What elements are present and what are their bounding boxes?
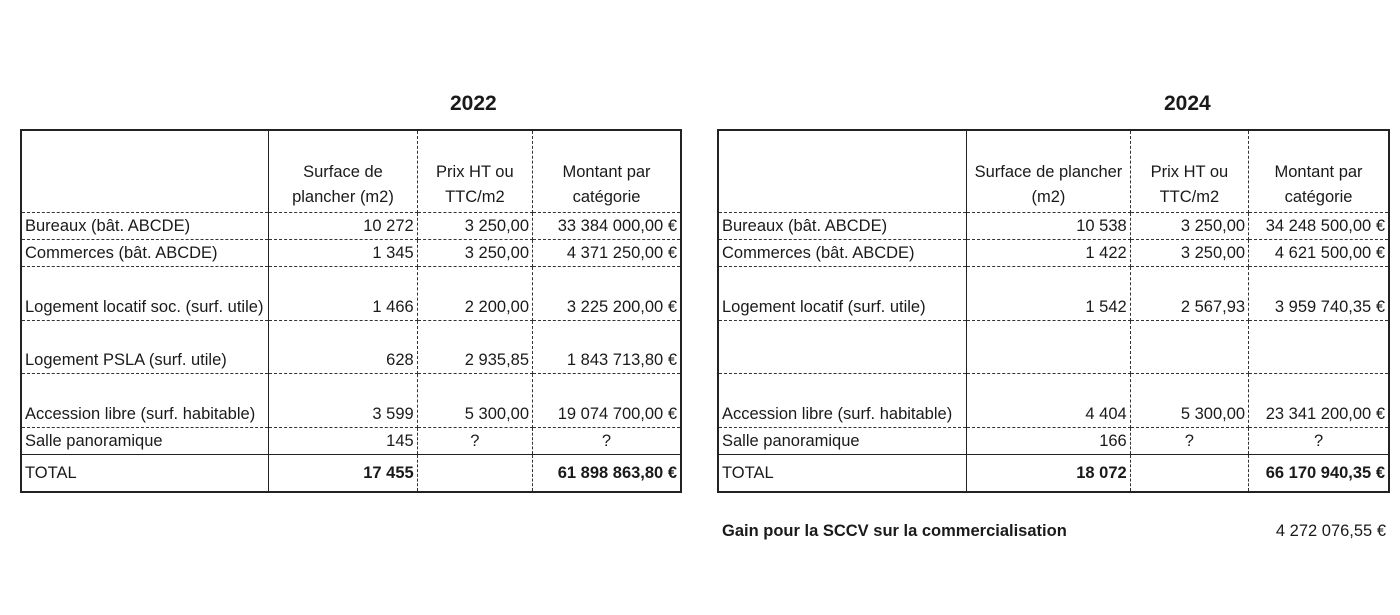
row-surface: 4 404 bbox=[967, 373, 1130, 427]
table-total-row bbox=[21, 454, 681, 492]
row-montant: ? bbox=[1249, 427, 1389, 454]
header-label bbox=[21, 130, 269, 212]
row-surface: 1 422 bbox=[967, 239, 1130, 266]
row-montant: 34 248 500,00 € bbox=[1249, 212, 1389, 239]
row-prix: 5 300,00 bbox=[417, 373, 532, 427]
table-header bbox=[718, 130, 1389, 212]
table-row bbox=[718, 373, 1389, 427]
gain-value: 4 272 076,55 € bbox=[1275, 522, 1386, 540]
table-row bbox=[718, 427, 1389, 454]
row-label: Salle panoramique bbox=[21, 427, 269, 454]
table-row bbox=[718, 266, 1389, 320]
table-row bbox=[21, 427, 681, 454]
table-row bbox=[21, 373, 681, 427]
row-label: Commerces (bât. ABCDE) bbox=[718, 239, 967, 266]
header-label bbox=[718, 130, 967, 212]
header-prix: Prix HT ou TTC/m2 bbox=[1130, 130, 1248, 212]
total-montant: 66 170 940,35 € bbox=[1249, 454, 1389, 492]
table-row-empty bbox=[718, 320, 1389, 373]
header-prix: Prix HT ou TTC/m2 bbox=[417, 130, 532, 212]
row-label: Logement locatif soc. (surf. utile) bbox=[21, 266, 269, 320]
row-prix: 2 200,00 bbox=[417, 266, 532, 320]
table-2022 bbox=[20, 129, 682, 493]
row-surface: 10 538 bbox=[967, 212, 1130, 239]
table-row bbox=[21, 212, 681, 239]
row-montant: 4 621 500,00 € bbox=[1249, 239, 1389, 266]
row-montant bbox=[1249, 320, 1389, 373]
row-prix: 3 250,00 bbox=[417, 239, 532, 266]
row-prix: 2 935,85 bbox=[417, 320, 532, 373]
total-montant: 61 898 863,80 € bbox=[533, 454, 681, 492]
row-label: Bureaux (bât. ABCDE) bbox=[21, 212, 269, 239]
row-prix: 3 250,00 bbox=[1130, 212, 1248, 239]
table-total-row bbox=[718, 454, 1389, 492]
row-prix: 2 567,93 bbox=[1130, 266, 1248, 320]
year-2024-title: 2024 bbox=[1164, 92, 1211, 115]
row-prix: ? bbox=[1130, 427, 1248, 454]
year-2022-title: 2022 bbox=[450, 92, 497, 115]
row-montant: 3 959 740,35 € bbox=[1249, 266, 1389, 320]
header-surface: Surface de plancher (m2) bbox=[269, 130, 417, 212]
table-row bbox=[718, 212, 1389, 239]
row-label: Salle panoramique bbox=[718, 427, 967, 454]
row-label: Logement locatif (surf. utile) bbox=[718, 266, 967, 320]
gain-label: Gain pour la SCCV sur la commercialisation bbox=[722, 522, 1067, 540]
row-montant: 23 341 200,00 € bbox=[1249, 373, 1389, 427]
row-montant: 3 225 200,00 € bbox=[533, 266, 681, 320]
row-montant: 19 074 700,00 € bbox=[533, 373, 681, 427]
table-row bbox=[21, 239, 681, 266]
row-surface: 1 542 bbox=[967, 266, 1130, 320]
row-surface: 10 272 bbox=[269, 212, 417, 239]
header-montant: Montant par catégorie bbox=[533, 130, 681, 212]
row-prix: ? bbox=[417, 427, 532, 454]
row-prix bbox=[1130, 320, 1248, 373]
row-label: Accession libre (surf. habitable) bbox=[21, 373, 269, 427]
header-surface: Surface de plancher (m2) bbox=[967, 130, 1130, 212]
table-header bbox=[21, 130, 681, 212]
total-prix bbox=[1130, 454, 1248, 492]
total-surface: 17 455 bbox=[269, 454, 417, 492]
row-surface: 1 345 bbox=[269, 239, 417, 266]
table-row bbox=[718, 239, 1389, 266]
row-label: Accession libre (surf. habitable) bbox=[718, 373, 967, 427]
row-montant: 33 384 000,00 € bbox=[533, 212, 681, 239]
total-label: TOTAL bbox=[718, 454, 967, 492]
row-surface: 1 466 bbox=[269, 266, 417, 320]
row-surface: 145 bbox=[269, 427, 417, 454]
row-surface: 3 599 bbox=[269, 373, 417, 427]
row-label: Logement PSLA (surf. utile) bbox=[21, 320, 269, 373]
row-prix: 5 300,00 bbox=[1130, 373, 1248, 427]
row-surface: 628 bbox=[269, 320, 417, 373]
row-label: Bureaux (bât. ABCDE) bbox=[718, 212, 967, 239]
row-surface bbox=[967, 320, 1130, 373]
row-label: Commerces (bât. ABCDE) bbox=[21, 239, 269, 266]
total-prix bbox=[417, 454, 532, 492]
row-prix: 3 250,00 bbox=[1130, 239, 1248, 266]
row-label bbox=[718, 320, 967, 373]
table-row bbox=[21, 320, 681, 373]
header-montant: Montant par catégorie bbox=[1249, 130, 1389, 212]
table-row bbox=[21, 266, 681, 320]
row-montant: ? bbox=[533, 427, 681, 454]
row-montant: 4 371 250,00 € bbox=[533, 239, 681, 266]
row-montant: 1 843 713,80 € bbox=[533, 320, 681, 373]
total-surface: 18 072 bbox=[967, 454, 1130, 492]
table-2024 bbox=[717, 129, 1390, 493]
total-label: TOTAL bbox=[21, 454, 269, 492]
row-surface: 166 bbox=[967, 427, 1130, 454]
row-prix: 3 250,00 bbox=[417, 212, 532, 239]
